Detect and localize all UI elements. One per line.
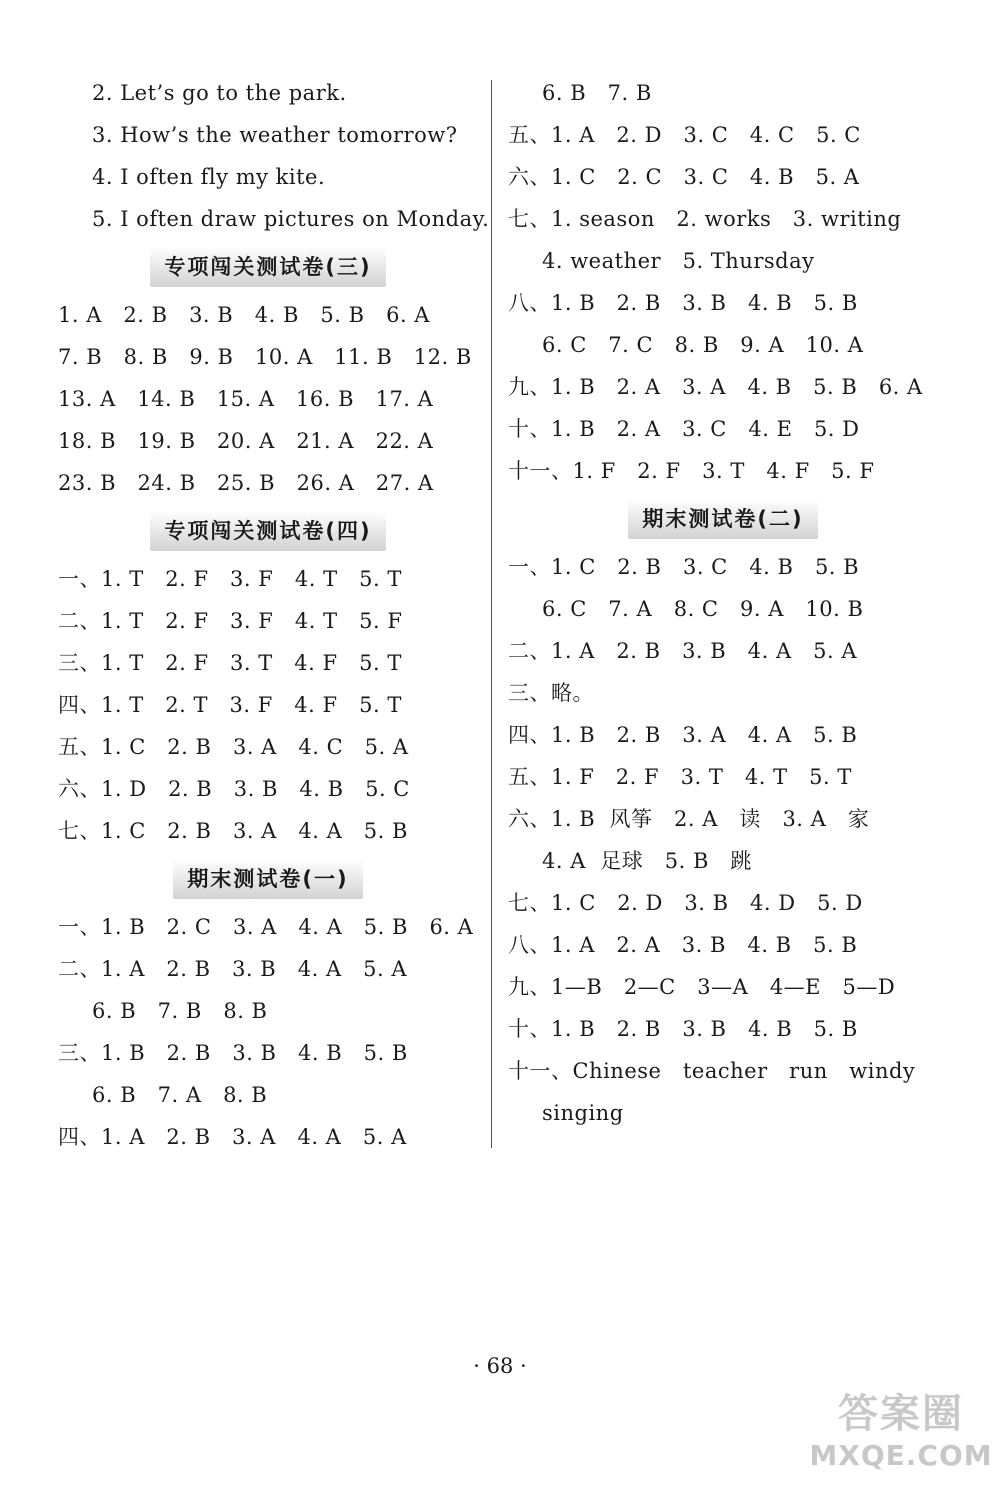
section-heading: [58, 243, 478, 291]
answer-line: 七、1. C 2. B 3. A 4. A 5. B: [58, 819, 408, 843]
answer-line: 2. Let’s go to the park.: [92, 81, 347, 105]
answer-line: 3. How’s the weather tomorrow?: [92, 123, 458, 147]
answer-line: 十、1. B 2. A 3. C 4. E 5. D: [508, 417, 860, 441]
left-column: [58, 72, 490, 1158]
watermark-top-text: 答案圈: [838, 1391, 964, 1437]
answer-line: 四、1. T 2. T 3. F 4. F 5. T: [58, 693, 402, 717]
answer-line: 4. A 足球 5. B 跳: [542, 849, 752, 873]
answer-line: 一、1. T 2. F 3. F 4. T 5. T: [58, 567, 402, 591]
answer-line: 五、1. C 2. B 3. A 4. C 5. A: [58, 735, 409, 759]
answer-line: 7. B 8. B 9. B 10. A 11. B 12. B: [58, 345, 472, 369]
answer-line: 5. I often draw pictures on Monday.: [92, 207, 490, 231]
section-heading-text: 专项闯关测试卷(四): [150, 511, 385, 551]
answer-line: 三、1. B 2. B 3. B 4. B 5. B: [58, 1041, 408, 1065]
right-column: [508, 72, 938, 1134]
answer-line: singing: [542, 1101, 624, 1125]
answer-line: 八、1. B 2. B 3. B 4. B 5. B: [508, 291, 858, 315]
answer-line: 五、1. F 2. F 3. T 4. T 5. T: [508, 765, 852, 789]
answer-line: 1. A 2. B 3. B 4. B 5. B 6. A: [58, 303, 430, 327]
answer-line: 七、1. C 2. D 3. B 4. D 5. D: [508, 891, 863, 915]
answer-line: 十一、Chinese teacher run windy: [508, 1059, 916, 1083]
answer-line: 二、1. A 2. B 3. B 4. A 5. A: [508, 639, 858, 663]
section-heading: [58, 507, 478, 555]
answer-line: 二、1. T 2. F 3. F 4. T 5. F: [58, 609, 403, 633]
answer-line: 一、1. C 2. B 3. C 4. B 5. B: [508, 555, 860, 579]
section-heading-text: 专项闯关测试卷(三): [150, 247, 385, 287]
answer-line: 6. B 7. B 8. B: [92, 999, 268, 1023]
answer-line: 九、1. B 2. A 3. A 4. B 5. B 6. A: [508, 375, 923, 399]
answer-line: 十一、1. F 2. F 3. T 4. F 5. F: [508, 459, 875, 483]
answer-line: 六、1. C 2. C 3. C 4. B 5. A: [508, 165, 860, 189]
answer-line: 四、1. B 2. B 3. A 4. A 5. B: [508, 723, 858, 747]
column-divider: [491, 80, 492, 1148]
watermark-bottom-text: MXQE.COM: [809, 1439, 993, 1472]
answer-line: 四、1. A 2. B 3. A 4. A 5. A: [58, 1125, 407, 1149]
answer-line: 4. I often fly my kite.: [92, 165, 326, 189]
answer-line: 七、1. season 2. works 3. writing: [508, 207, 902, 231]
watermark-logo: [808, 1388, 994, 1480]
answer-line: 6. B 7. A 8. B: [92, 1083, 268, 1107]
answer-line: 6. B 7. B: [542, 81, 652, 105]
section-heading: [508, 495, 938, 543]
answer-line: 一、1. B 2. C 3. A 4. A 5. B 6. A: [58, 915, 474, 939]
page-number: · 68 ·: [473, 1354, 527, 1378]
section-heading-text: 期末测试卷(二): [628, 499, 817, 539]
answer-line: 23. B 24. B 25. B 26. A 27. A: [58, 471, 434, 495]
section-heading: [58, 855, 478, 903]
answer-line: 4. weather 5. Thursday: [542, 249, 815, 273]
answer-line: 18. B 19. B 20. A 21. A 22. A: [58, 429, 434, 453]
answer-line: 五、1. A 2. D 3. C 4. C 5. C: [508, 123, 861, 147]
answer-line: 三、略。: [508, 681, 594, 705]
answer-line: 三、1. T 2. F 3. T 4. F 5. T: [58, 651, 402, 675]
section-heading-text: 期末测试卷(一): [173, 859, 362, 899]
answer-line: 六、1. D 2. B 3. B 4. B 5. C: [58, 777, 410, 801]
answer-line: 十、1. B 2. B 3. B 4. B 5. B: [508, 1017, 858, 1041]
answer-line: 九、1—B 2—C 3—A 4—E 5—D: [508, 975, 896, 999]
answer-line: 6. C 7. C 8. B 9. A 10. A: [542, 333, 864, 357]
answer-line: 二、1. A 2. B 3. B 4. A 5. A: [58, 957, 408, 981]
answer-line: 6. C 7. A 8. C 9. A 10. B: [542, 597, 864, 621]
answer-line: 13. A 14. B 15. A 16. B 17. A: [58, 387, 434, 411]
answer-line: 八、1. A 2. A 3. B 4. B 5. B: [508, 933, 858, 957]
answer-line: 六、1. B 风筝 2. A 读 3. A 家: [508, 807, 870, 831]
